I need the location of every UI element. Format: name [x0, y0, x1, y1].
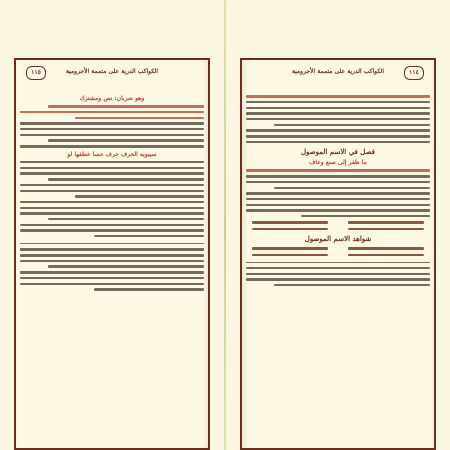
poem-hemistich	[348, 228, 424, 230]
left-page-body	[20, 92, 204, 444]
footnote-line	[94, 288, 204, 290]
poem-hemistich	[348, 221, 424, 223]
text-line	[246, 95, 430, 97]
text-line	[20, 190, 204, 192]
footnote-line	[246, 267, 430, 269]
verse-line: ما ظفر إلى صنع وعاف	[309, 159, 367, 167]
poem-hemistich	[252, 221, 328, 223]
footnote-line	[20, 248, 204, 250]
footnote-line	[48, 265, 204, 267]
poem-hemistich	[252, 228, 328, 230]
text-line	[246, 101, 430, 103]
footnote-line	[20, 271, 204, 273]
text-line	[20, 122, 204, 124]
footnote-line	[20, 283, 204, 285]
text-line	[246, 198, 430, 200]
text-line	[20, 161, 204, 163]
text-line	[20, 145, 204, 147]
text-line	[246, 129, 430, 131]
section-heading: فصل في الاسم الموصول	[300, 147, 376, 157]
text-line	[246, 204, 430, 206]
footnote-rule	[20, 243, 204, 244]
poem-hemistich	[252, 247, 328, 249]
footnote-line	[274, 284, 430, 286]
text-line	[246, 118, 430, 120]
poem-hemistich	[348, 254, 424, 256]
text-line	[246, 175, 430, 177]
verse-line: وهو ضربان: نص ومشترك	[79, 95, 145, 102]
text-line	[301, 215, 430, 217]
footnote-line	[20, 260, 204, 262]
running-title: الكواكب الدرية على متممة الأجرومية	[65, 68, 159, 75]
text-line	[20, 201, 204, 203]
text-line	[75, 195, 204, 197]
verse-line: سيبويه الحرف حرف حسا عطفها لو	[67, 150, 157, 158]
text-line	[20, 212, 204, 214]
footnote-line	[246, 278, 430, 280]
text-line	[20, 207, 204, 209]
text-line	[20, 224, 204, 226]
text-line	[75, 117, 204, 119]
text-line	[246, 192, 430, 194]
text-line	[246, 209, 430, 211]
text-line	[48, 218, 204, 220]
text-line	[20, 184, 204, 186]
evidence-heading: شواهد الاسم الموصول	[304, 234, 372, 244]
text-line	[48, 105, 204, 107]
footnote-line	[20, 277, 204, 279]
text-line	[246, 181, 430, 183]
text-line	[20, 134, 204, 136]
text-line	[48, 178, 204, 180]
text-line	[20, 167, 204, 169]
page-header	[16, 64, 208, 80]
text-line	[246, 135, 430, 137]
text-line	[20, 111, 204, 113]
right-page	[240, 58, 436, 450]
poem-couplet	[252, 247, 424, 249]
text-line	[246, 141, 430, 143]
text-line	[246, 112, 430, 114]
text-line	[20, 229, 204, 231]
text-line	[20, 128, 204, 130]
footnote-line	[20, 254, 204, 256]
text-line	[48, 139, 204, 141]
text-line	[246, 169, 430, 171]
page-number: ١١٥	[26, 66, 46, 80]
poem-hemistich	[252, 254, 328, 256]
text-line	[274, 124, 430, 126]
book-gutter	[224, 0, 226, 450]
poem-hemistich	[348, 247, 424, 249]
poem-couplet	[252, 228, 424, 230]
text-line	[246, 107, 430, 109]
right-page-body	[246, 92, 430, 444]
text-line	[274, 187, 430, 189]
footnote-rule	[246, 262, 430, 263]
poem-couplet	[252, 254, 424, 256]
poem-couplet	[252, 221, 424, 223]
page-number: ١١٤	[404, 66, 424, 80]
text-line	[20, 172, 204, 174]
running-title: الكواكب الدرية على متممة الأجرومية	[291, 68, 385, 75]
page-header	[242, 64, 434, 80]
footnote-line	[246, 273, 430, 275]
text-line	[94, 235, 204, 237]
left-page	[14, 58, 210, 450]
